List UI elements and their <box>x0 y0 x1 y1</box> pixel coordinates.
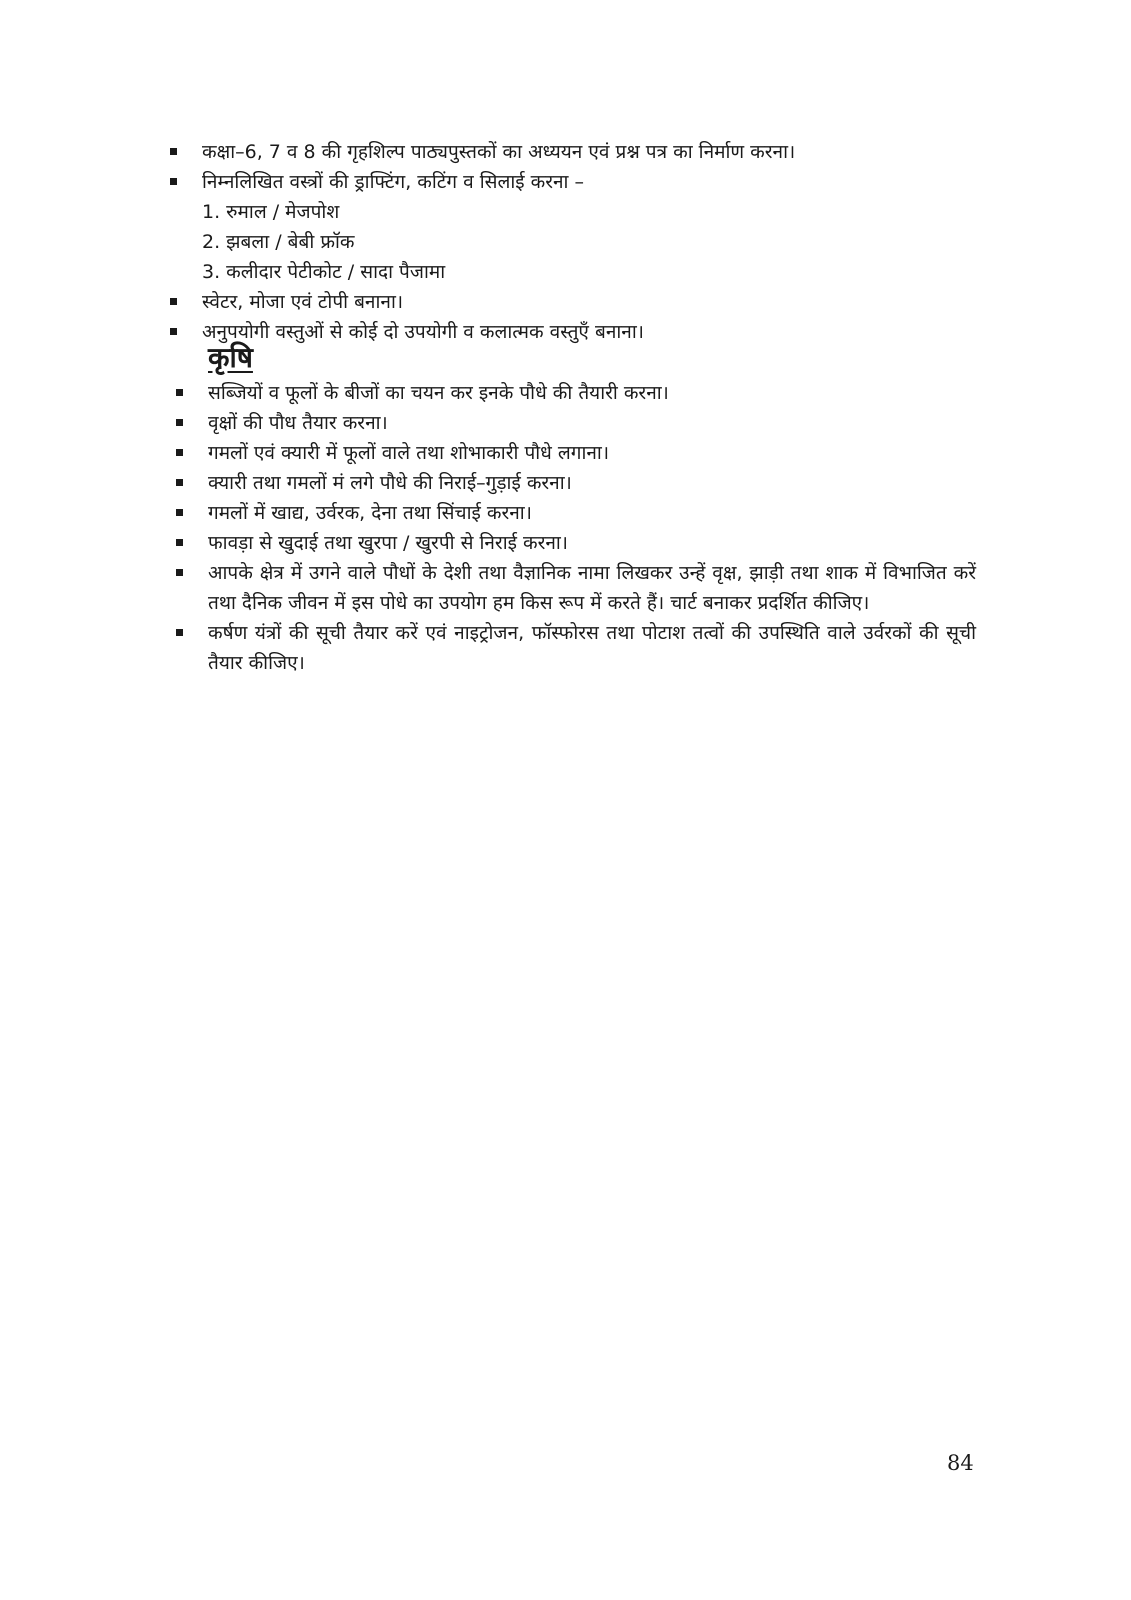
list-item-text: स्वेटर, मोजा एवं टोपी बनाना। <box>202 291 404 313</box>
list-item <box>170 287 970 317</box>
list-item <box>170 137 970 167</box>
square-bullet-icon <box>176 509 183 516</box>
list-item <box>176 408 976 438</box>
list-item <box>170 317 970 347</box>
square-bullet-icon <box>176 389 183 396</box>
garment-item: 2. झबला / बेबी फ्रॉक <box>202 231 355 253</box>
garment-item: 1. रुमाल / मेजपोश <box>202 201 340 223</box>
list-item <box>176 378 976 408</box>
list-item <box>176 498 976 528</box>
list-item-text: निम्नलिखित वस्त्रों की ड्राफ्टिंग, कटिंग व सिलाई करना – <box>202 171 585 193</box>
list-item <box>176 618 976 678</box>
list-item-text: आपके क्षेत्र में उगने वाले पौधों के देशी तथा वैज्ञानिक नामा लिखकर उन्हें वृक्ष, झाड़ी तथा शाक में विभाजित करें तथा दैनिक जीवन में इस पोधे का उपयोग हम किस रूप में करते हैं। चार्ट बनाकर प्रदर्शित कीजिए। <box>208 562 976 614</box>
square-bullet-icon <box>170 148 177 155</box>
square-bullet-icon <box>170 328 177 335</box>
square-bullet-icon <box>176 419 183 426</box>
craft-activity-list <box>170 137 970 347</box>
list-item-text: फावड़ा से खुदाई तथा खुरपा / खुरपी से निराई करना। <box>208 532 569 554</box>
list-item-text: कक्षा–6, 7 व 8 की गृहशिल्प पाठ्यपुस्तकों का अध्ययन एवं प्रश्न पत्र का निर्माण करना। <box>202 141 796 163</box>
square-bullet-icon <box>170 298 177 305</box>
list-item <box>170 167 970 287</box>
agriculture-activity-list <box>176 378 976 678</box>
garment-list <box>202 197 970 287</box>
list-item-text: गमलों में खाद्य, उर्वरक, देना तथा सिंचाई करना। <box>208 502 532 524</box>
square-bullet-icon <box>176 479 183 486</box>
square-bullet-icon <box>176 629 183 636</box>
square-bullet-icon <box>176 449 183 456</box>
list-item-text: वृक्षों की पौध तैयार करना। <box>208 412 388 434</box>
page-number: 84 <box>947 1451 974 1475</box>
list-item <box>176 468 976 498</box>
section-heading-agriculture: कृषि <box>208 341 253 374</box>
list-item <box>176 528 976 558</box>
list-item-text: अनुपयोगी वस्तुओं से कोई दो उपयोगी व कलात्मक वस्तुएँ बनाना। <box>202 321 644 343</box>
list-item-text: कर्षण यंत्रों की सूची तैयार करें एवं नाइट्रोजन, फॉस्फोरस तथा पोटाश तत्वों की उपस्थिति वाले उर्वरकों की सूची तैयार कीजिए। <box>208 622 976 674</box>
square-bullet-icon <box>176 539 183 546</box>
list-item <box>176 558 976 618</box>
list-item-text: गमलों एवं क्यारी में फूलों वाले तथा शोभाकारी पौधे लगाना। <box>208 442 610 464</box>
square-bullet-icon <box>170 178 177 185</box>
list-item <box>176 438 976 468</box>
list-item-text: क्यारी तथा गमलों मं लगे पौधे की निराई–गुड़ाई करना। <box>208 472 572 494</box>
garment-item: 3. कलीदार पेटीकोट / सादा पैजामा <box>202 261 446 283</box>
square-bullet-icon <box>176 569 183 576</box>
list-item-text: सब्जियों व फूलों के बीजों का चयन कर इनके पौधे की तैयारी करना। <box>208 382 669 404</box>
